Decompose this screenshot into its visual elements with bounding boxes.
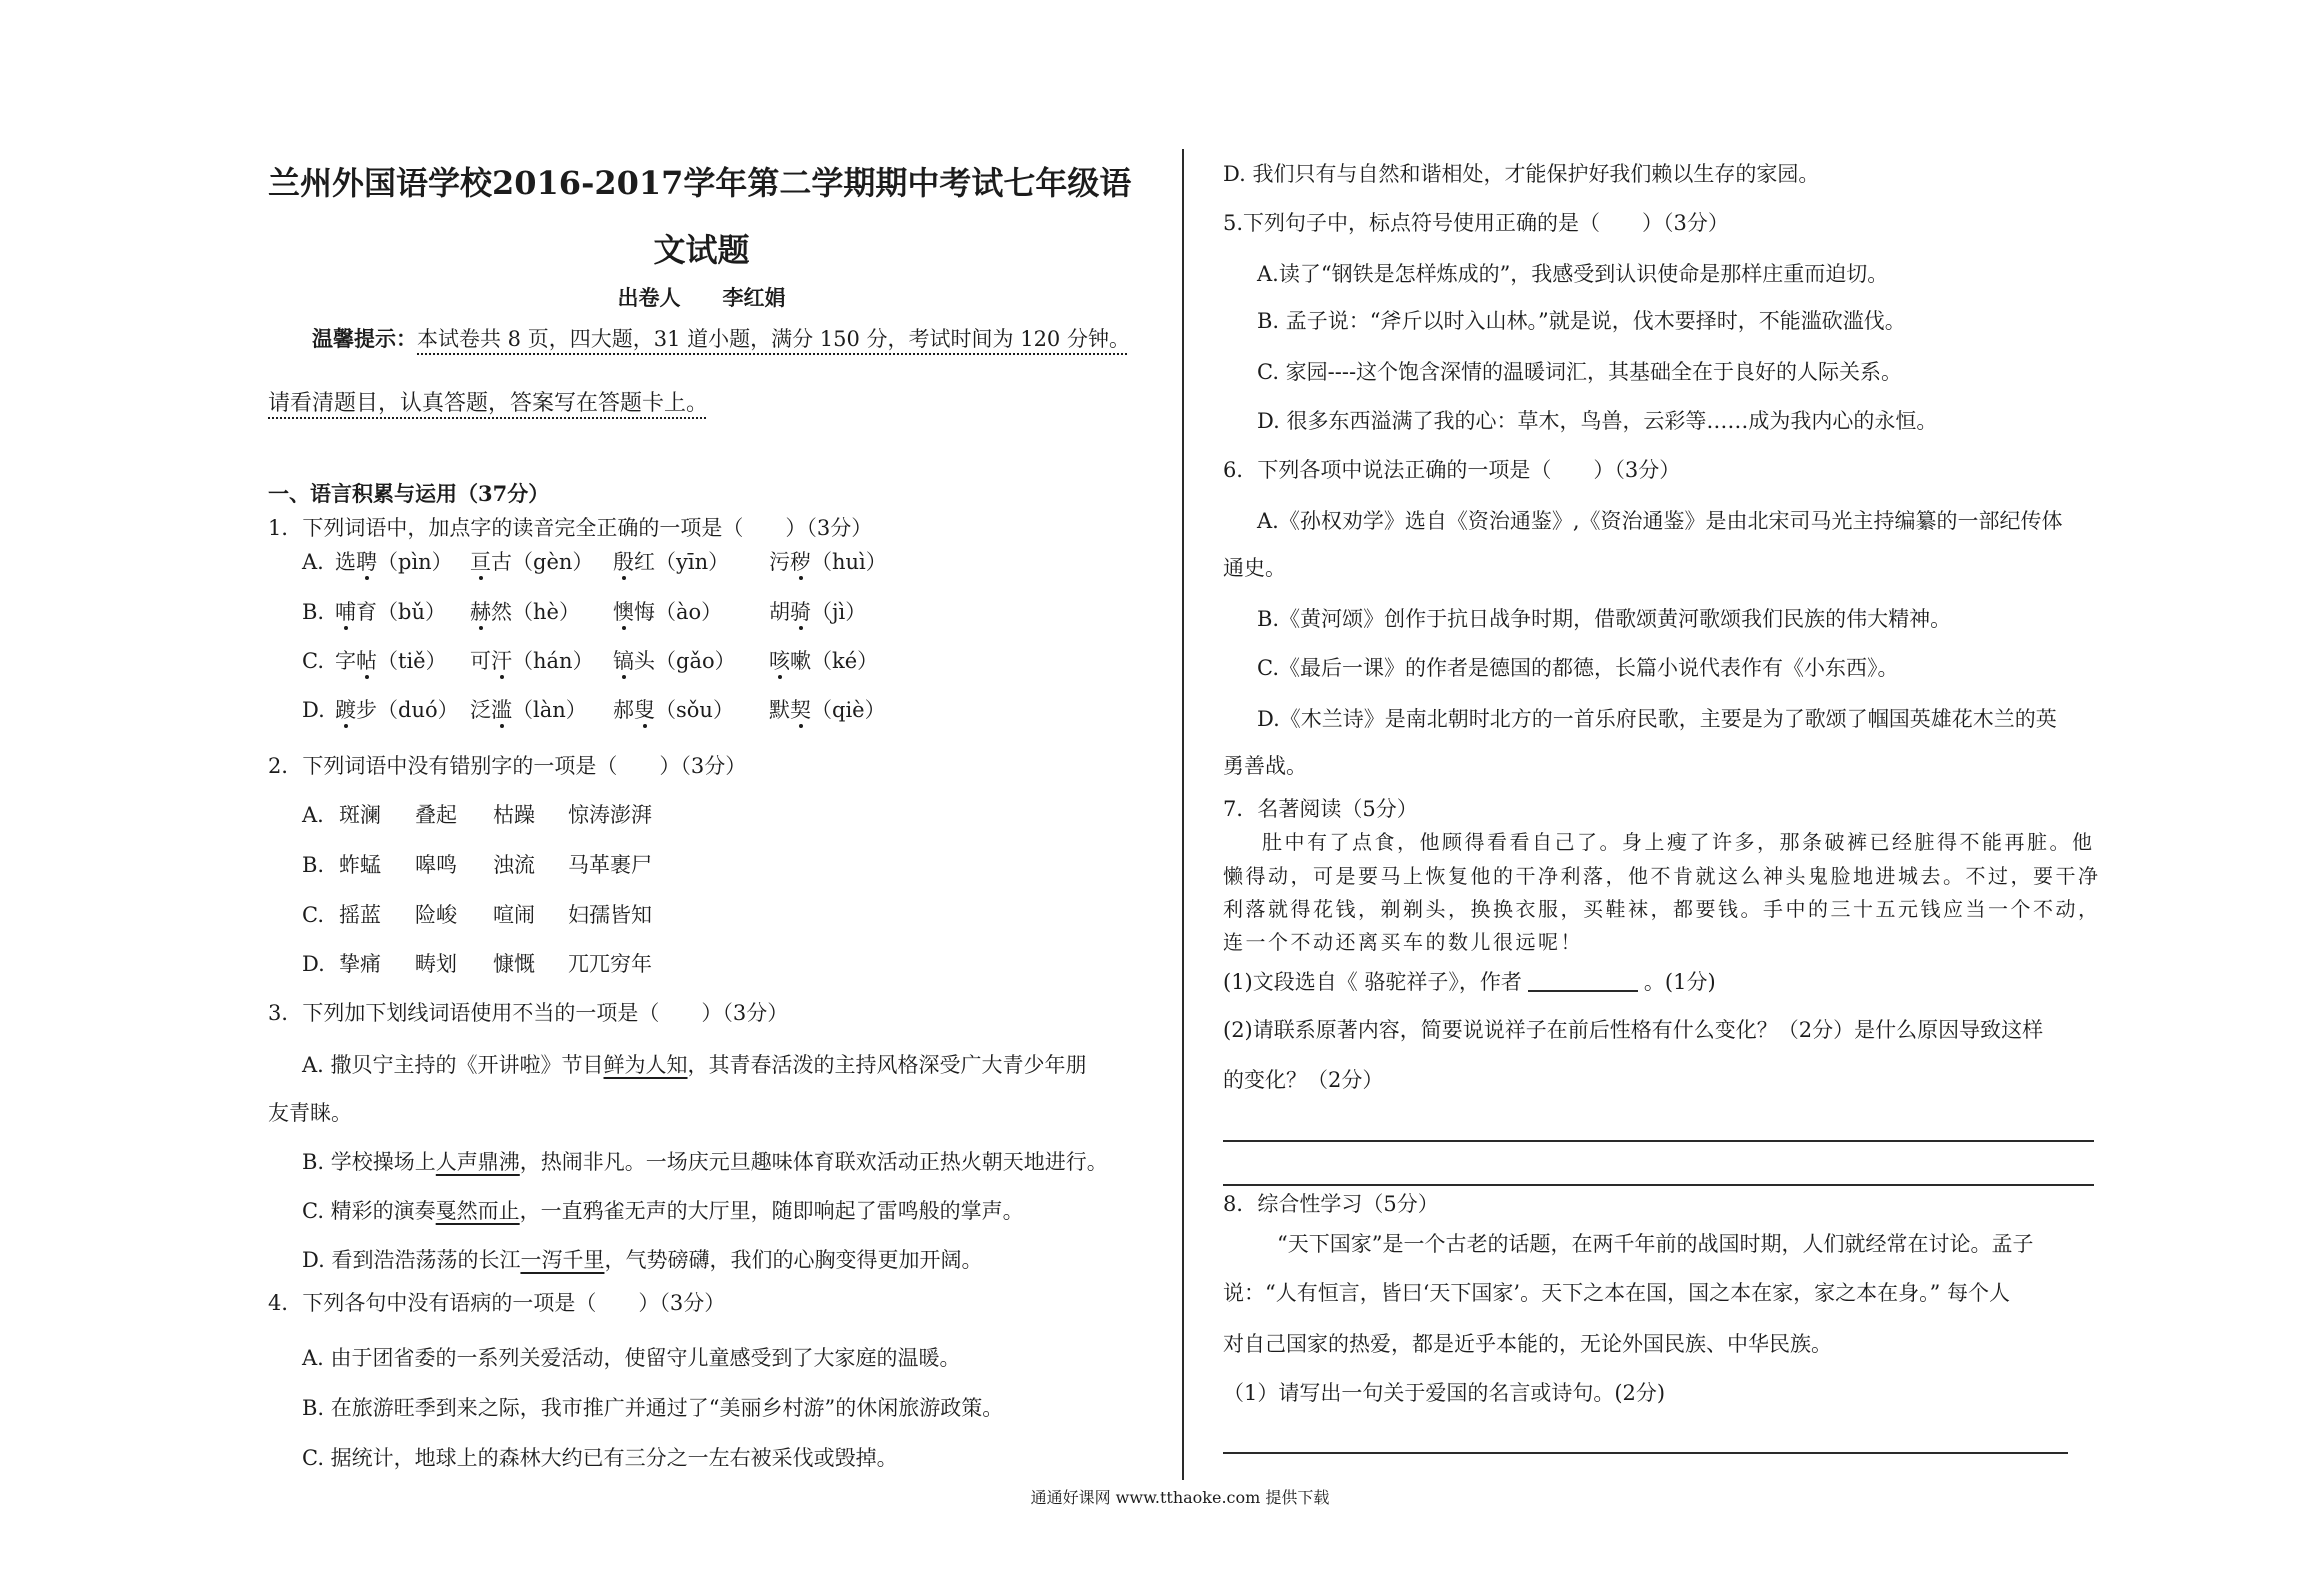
q1-b-word-4 <box>769 600 866 624</box>
section-heading: 一、语言积累与运用（37分） <box>268 481 550 506</box>
q1-a-word-3 <box>613 550 729 574</box>
word-part: 古 <box>491 550 512 574</box>
underlined-phrase: 一泻千里 <box>520 1248 605 1272</box>
q1-b-word-2 <box>470 600 580 624</box>
option-letter: A. <box>302 550 324 574</box>
q1-c-word-2 <box>470 649 594 673</box>
q1-option-c <box>302 649 1022 673</box>
dotted-char: 赫 <box>470 600 491 624</box>
answer-line <box>1223 1184 2094 1186</box>
word-part: 步 <box>356 698 377 722</box>
q1-stem: 1．下列词语中，加点字的读音完全正确的一项是（ ）（3分） <box>268 516 873 540</box>
q3-option-b <box>302 1150 1108 1174</box>
option-text: C. 精彩的演奏 <box>302 1199 436 1223</box>
dotted-char: 汗 <box>491 649 512 673</box>
exam-author: 出卷人 李红娟 <box>617 285 786 310</box>
q2-word: 摇蓝 <box>339 903 381 927</box>
q8-passage-line: 说：“人有恒言，皆曰‘天下国家’。天下之本在国，国之本在家，家之本在身。” 每个人 <box>1223 1281 2010 1305</box>
option-text: D. 看到浩浩荡荡的长江 <box>302 1248 521 1272</box>
answer-line <box>1223 1140 2094 1142</box>
q6-option-a-continued: 通史。 <box>1223 556 1286 580</box>
exam-instruction: 请看清题目，认真答题，答案写在答题卡上。 <box>268 391 709 416</box>
q2-word: 畴划 <box>415 952 457 976</box>
pinyin: （hán） <box>512 649 594 673</box>
dotted-char: 懊 <box>613 600 634 624</box>
word-part: 字 <box>335 649 356 673</box>
q7-passage-line: 懒得动，可是要马上恢复他的干净利落，他不肯就这么神头鬼脸地进城去。不过，要干净 <box>1223 864 2101 888</box>
q4-option-b: B. 在旅游旺季到来之际，我市推广并通过了“美丽乡村游”的休闲旅游政策。 <box>302 1396 1004 1420</box>
dotted-char: 骑 <box>790 600 811 624</box>
q1-d-word-4 <box>769 698 886 722</box>
q1-c-word-1 <box>335 649 447 673</box>
q6-option-b: B.《黄河颂》创作于抗日战争时期，借歌颂黄河歌颂我们民族的伟大精神。 <box>1257 607 1952 631</box>
q6-option-c: C.《最后一课》的作者是德国的都德，长篇小说代表作有《小东西》。 <box>1257 656 1899 680</box>
word-part: 红 <box>634 550 655 574</box>
q7-passage-line: 利落就得花钱，剃剃头，换换衣服，买鞋袜，都要钱。手中的三十五元钱应当一个不动， <box>1223 897 2101 921</box>
q1-c-word-4 <box>769 649 878 673</box>
pinyin: （duó） <box>377 698 459 722</box>
q2-word: 兀兀穷年 <box>568 952 652 976</box>
q1-option-a <box>302 550 1022 574</box>
q4-option-d: D. 我们只有与自然和谐相处，才能保护好我们赖以生存的家园。 <box>1223 162 1820 186</box>
option-text: ，气势磅礴，我们的心胸变得更加开阔。 <box>604 1248 983 1272</box>
dotted-char: 哺 <box>335 600 356 624</box>
q2-word: 喧闹 <box>493 903 535 927</box>
q4-option-c: C. 据统计，地球上的森林大约已有三分之一左右被采伐或毁掉。 <box>302 1446 898 1470</box>
q2-word: 妇孺皆知 <box>568 903 652 927</box>
pinyin: （sǒu） <box>655 698 734 722</box>
q2-option-d <box>302 952 802 976</box>
q3-stem: 3．下列加下划线词语使用不当的一项是（ ）（3分） <box>268 1001 789 1025</box>
q7-sub-question-1 <box>1223 970 1716 994</box>
pinyin: （gèn） <box>512 550 594 574</box>
q2-word: 嗥鸣 <box>415 853 457 877</box>
option-text: ，一直鸦雀无声的大厅里，随即响起了雷鸣般的掌声。 <box>519 1199 1024 1223</box>
q7-sub-question-2: (2)请联系原著内容，简要说说祥子在前后性格有什么变化？（2分）是什么原因导致这样 <box>1223 1018 2044 1042</box>
word-part: 然 <box>491 600 512 624</box>
option-text: A. 撒贝宁主持的《开讲啦》节目 <box>302 1053 604 1077</box>
q6-option-a: A.《孙权劝学》选自《资治通鉴》,《资治通鉴》是由北宋司马光主持编纂的一部纪传体 <box>1257 509 2063 533</box>
q2-stem: 2．下列词语中没有错别字的一项是（ ）（3分） <box>268 754 747 778</box>
pinyin: （qiè） <box>811 698 886 722</box>
notice-text: 本试卷共 8 页，四大题，31 道小题，满分 150 分，考试时间为 120 分钟。 <box>417 327 1130 351</box>
q2-word: 斑澜 <box>339 803 381 827</box>
q7-passage-line: 肚中有了点食，他顾得看看自己了。身上瘦了许多，那条破裤已经脏得不能再脏。他 <box>1262 830 2095 854</box>
q1-b-word-3 <box>613 600 722 624</box>
q1-option-d <box>302 698 1022 722</box>
q3-option-a <box>302 1053 1087 1077</box>
q2-word: 浊流 <box>493 853 535 877</box>
q1-b-word-1 <box>335 600 446 624</box>
option-text: ，其青春活泼的主持风格深受广大青少年朋 <box>687 1053 1087 1077</box>
dotted-char: 叟 <box>634 698 655 722</box>
dotted-char: 咳 <box>769 649 790 673</box>
pinyin: （làn） <box>512 698 587 722</box>
q3-option-a-continued: 友青睐。 <box>268 1101 352 1125</box>
q8-passage-line: “天下国家”是一个古老的话题，在两千年前的战国时期，人们就经常在讨论。孟子 <box>1277 1232 2034 1256</box>
dotted-char: 亘 <box>470 550 491 574</box>
dotted-char: 滥 <box>491 698 512 722</box>
q1-a-word-1 <box>335 550 453 574</box>
option-letter: B. <box>302 600 325 624</box>
option-text: B. 学校操场上 <box>302 1150 436 1174</box>
q1-d-word-2 <box>470 698 587 722</box>
q1-d-word-3 <box>613 698 734 722</box>
q5-option-a: A.读了“钢铁是怎样炼成的”，我感受到认识使命是那样庄重而迫切。 <box>1257 262 1889 286</box>
option-text: ，热闹非凡。一场庆元旦趣味体育联欢活动正热火朝天地进行。 <box>519 1150 1108 1174</box>
q5-option-c: C. 家园----这个饱含深情的温暖词汇，其基础全在于良好的人际关系。 <box>1257 360 1903 384</box>
word-part: 默 <box>769 698 790 722</box>
pinyin: （ké） <box>811 649 879 673</box>
word-part: 郝 <box>613 698 634 722</box>
q2-option-a <box>302 803 802 827</box>
q2-option-c <box>302 903 802 927</box>
underlined-phrase: 人声鼎沸 <box>435 1150 520 1174</box>
q3-option-c <box>302 1199 1024 1223</box>
word-part: 可 <box>470 649 491 673</box>
q1-a-word-2 <box>470 550 593 574</box>
q1-d-word-1 <box>335 698 459 722</box>
q3-option-d <box>302 1248 982 1272</box>
underlined-phrase: 戛然而止 <box>435 1199 520 1223</box>
q4-option-a: A. 由于团省委的一系列关爱活动，使留守儿童感受到了大家庭的温暖。 <box>302 1346 961 1370</box>
q7-sub-question-2-continued: 的变化？（2分） <box>1223 1068 1384 1092</box>
option-letter: D. <box>302 698 325 722</box>
word-part: 泛 <box>470 698 491 722</box>
pinyin: （bǔ） <box>377 600 446 624</box>
q2-word: 枯躁 <box>493 803 535 827</box>
option-letter: C. <box>302 903 324 927</box>
option-letter: D. <box>302 952 325 976</box>
q8-stem: 8．综合性学习（5分） <box>1223 1192 1439 1216</box>
q6-option-d-continued: 勇善战。 <box>1223 754 1307 778</box>
pinyin: （huì） <box>811 550 887 574</box>
q6-stem: 6．下列各项中说法正确的一项是（ ）（3分） <box>1223 458 1681 482</box>
author-answer-blank <box>1528 970 1638 992</box>
underlined-phrase: 鲜为人知 <box>603 1053 688 1077</box>
word-part: 嗽 <box>790 649 811 673</box>
pinyin: （yīn） <box>655 550 730 574</box>
dotted-char: 帖 <box>356 649 377 673</box>
q1-option-b <box>302 600 1022 624</box>
word-part: 悔 <box>634 600 655 624</box>
q2-word: 叠起 <box>415 803 457 827</box>
pinyin: （jì） <box>811 600 867 624</box>
pinyin: （pìn） <box>377 550 453 574</box>
dotted-char: 镐 <box>613 649 634 673</box>
exam-title-line-2: 文试题 <box>653 231 750 269</box>
q2-word: 蚱蜢 <box>339 853 381 877</box>
column-divider <box>1182 149 1184 1480</box>
q2-option-b <box>302 853 802 877</box>
q2-word: 马革裹尸 <box>568 853 652 877</box>
q2-word: 挚痛 <box>339 952 381 976</box>
notice-label: 温馨提示： <box>312 326 417 351</box>
word-part: 污 <box>769 550 790 574</box>
sub-question-text: 。(1分) <box>1643 970 1716 994</box>
dotted-char: 踱 <box>335 698 356 722</box>
q5-option-b: B. 孟子说：“斧斤以时入山林。”就是说，伐木要择时，不能滥砍滥伐。 <box>1257 309 1906 333</box>
q6-option-d: D.《木兰诗》是南北朝时北方的一首乐府民歌，主要是为了歌颂了帼国英雄花木兰的英 <box>1257 707 2057 731</box>
dotted-char: 聘 <box>356 550 377 574</box>
option-letter: A. <box>302 803 324 827</box>
q8-passage-line: 对自己国家的热爱，都是近乎本能的，无论外国民族、中华民族。 <box>1223 1332 1832 1356</box>
q2-word: 险峻 <box>415 903 457 927</box>
page-footer: 通通好课网 www.tthaoke.com 提供下载 <box>1030 1488 1330 1507</box>
q1-a-word-4 <box>769 550 887 574</box>
option-letter: C. <box>302 649 324 673</box>
pinyin: （gǎo） <box>655 649 736 673</box>
sub-question-text: (1)文段选自《 骆驼祥子》，作者 <box>1223 970 1522 994</box>
pinyin: （tiě） <box>377 649 447 673</box>
dotted-char: 殷 <box>613 550 634 574</box>
q4-stem: 4．下列各句中没有语病的一项是（ ）（3分） <box>268 1291 726 1315</box>
option-letter: B. <box>302 853 325 877</box>
q1-c-word-3 <box>613 649 736 673</box>
q5-stem: 5.下列句子中，标点符号使用正确的是（ ）（3分） <box>1223 211 1729 235</box>
dotted-char: 契 <box>790 698 811 722</box>
q2-word: 慷慨 <box>493 952 535 976</box>
q5-option-d: D. 很多东西溢满了我的心：草木，鸟兽，云彩等……成为我内心的永恒。 <box>1257 409 1938 433</box>
answer-line <box>1223 1452 2068 1454</box>
q8-sub-question-1: （1）请写出一句关于爱国的名言或诗句。(2分) <box>1223 1381 1666 1405</box>
q2-word: 惊涛澎湃 <box>568 803 652 827</box>
q7-stem: 7．名著阅读（5分） <box>1223 797 1418 821</box>
dotted-char: 秽 <box>790 550 811 574</box>
exam-title-line-1: 兰州外国语学校2016-2017学年第二学期期中考试七年级语 <box>268 164 1132 202</box>
exam-notice <box>312 327 1130 351</box>
pinyin: （hè） <box>512 600 580 624</box>
word-part: 选 <box>335 550 356 574</box>
word-part: 育 <box>356 600 377 624</box>
word-part: 头 <box>634 649 655 673</box>
q7-passage-line: 连一个不动还离买车的数儿很远呢！ <box>1223 930 1583 954</box>
pinyin: （ào） <box>655 600 723 624</box>
word-part: 胡 <box>769 600 790 624</box>
